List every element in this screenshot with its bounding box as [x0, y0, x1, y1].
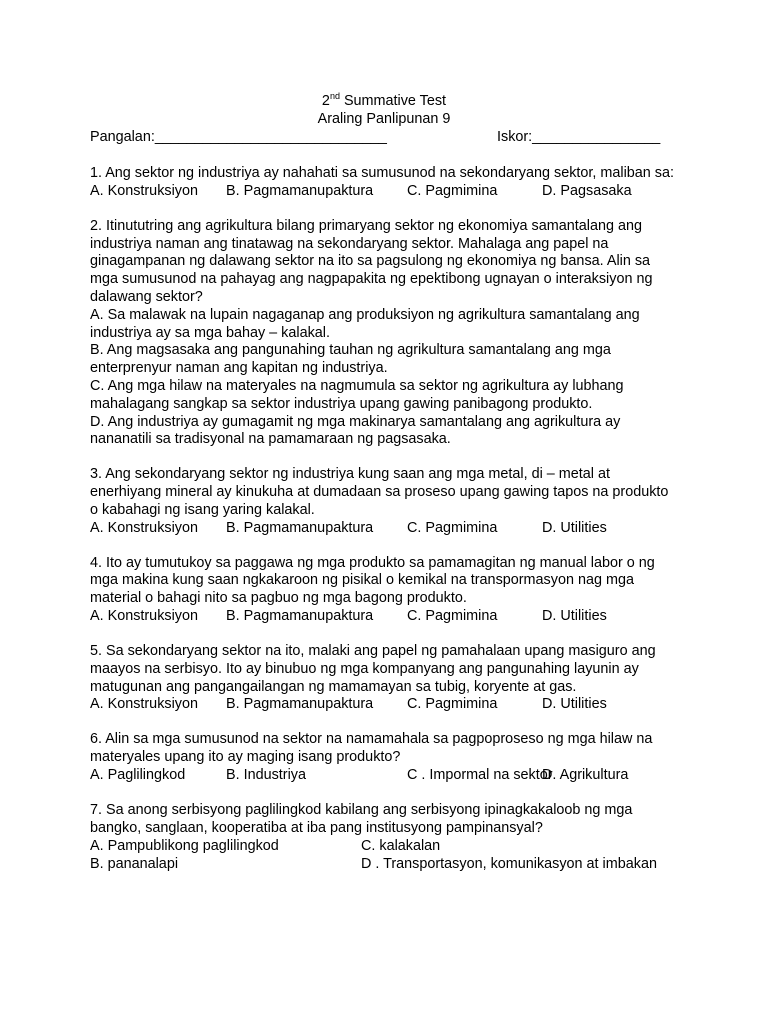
- choice-d: D. Pagsasaka: [542, 182, 632, 199]
- name-score-row: [0, 129, 768, 147]
- question-stem: 5. Sa sekondaryang sektor na ito, malaki ang papel ng pamahalaan upang masiguro ang maayos na serbisyo. Ito ay binubuo ng mga kompanyang ang pangunahing layunin ay matugunan ang pangangailangan ng mamamayan sa tubig, koryente at gas.: [90, 642, 656, 695]
- title-text: Summative Test: [339, 93, 447, 109]
- choice-d: D. Agrikultura: [542, 766, 629, 783]
- choices-row: [90, 767, 680, 785]
- test-title: [0, 93, 768, 111]
- score-field: Iskor:________________: [497, 129, 661, 145]
- choice-b: B. pananalapi: [90, 855, 179, 872]
- choice-b: B. Ang magsasaka ang pangunahing tauhan ng agrikultura samantalang ang mga enterprenyur naman ang kapitan ng industriya.: [90, 342, 611, 377]
- choice-a: A. Konstruksiyon: [90, 182, 198, 199]
- choice-d: D. Ang industriya ay gumagamit ng mga makinarya samantalang ang agrikultura ay nananatili sa tradisyonal na pamamaraan ng pagsasaka.: [90, 413, 621, 448]
- choice-b: B. Pagmamanupaktura: [226, 182, 374, 199]
- choice-b: B. Pagmamanupaktura: [226, 519, 374, 536]
- choice-a: A. Sa malawak na lupain nagaganap ang produksiyon ng agrikultura samantalang ang industriya ay sa mga bahay – kalakal.: [90, 306, 640, 341]
- name-field: Pangalan:_____________________________: [90, 129, 387, 145]
- choice-d: D. Utilities: [542, 519, 607, 536]
- choice-c: C. Pagmimina: [407, 696, 498, 713]
- question-2: [90, 218, 680, 449]
- title-superscript: nd: [329, 91, 340, 102]
- choice-a: A. Konstruksiyon: [90, 696, 198, 713]
- question-stem: 2. Itinututring ang agrikultura bilang primaryang sektor ng ekonomiya samantalang ang industriya naman ang tinatawag na sekondaryang sektor. Mahalaga ang papel na ginagampanan ng dalawang sektor na ito sa pagsulong ng ekonomiya ng bansa. Alin sa mga sumusunod na pahayag ang nagpapakita ng epektibong ugnayan o interaksiyon ng dalawang sektor?: [90, 217, 653, 305]
- question-stem: 1. Ang sektor ng industriya ay nahahati sa sumusunod na sekondaryang sektor, maliban sa:: [90, 165, 674, 181]
- test-header: [0, 93, 768, 147]
- choice-c: C . Impormal na sektor: [407, 766, 553, 783]
- choice-b: B. Industriya: [226, 766, 306, 783]
- question-stem: 6. Alin sa mga sumusunod na sektor na namamahala sa pagpoproseso ng mga hilaw na materyales upang ito ay maging isang produkto?: [90, 731, 653, 766]
- question-3: [90, 466, 680, 537]
- choice-a: A. Konstruksiyon: [90, 519, 198, 536]
- title-number: 2: [321, 93, 330, 109]
- choices-row: [90, 838, 680, 856]
- choice-c: C. Pagmimina: [407, 519, 498, 536]
- question-list: [90, 165, 680, 891]
- choice-c: C. kalakalan: [361, 837, 441, 854]
- choice-d: D . Transportasyon, komunikasyon at imbakan: [361, 855, 657, 872]
- choice-d: D. Utilities: [542, 696, 607, 713]
- choice-c: C. Pagmimina: [407, 182, 498, 199]
- question-6: [90, 731, 680, 785]
- choice-b: B. Pagmamanupaktura: [226, 696, 374, 713]
- question-1: [90, 165, 680, 201]
- choices-row: [90, 608, 680, 626]
- question-stem: 4. Ito ay tumutukoy sa paggawa ng mga produkto sa pamamagitan ng manual labor o ng mga makina kung saan ngkakaroon ng pisikal o kemikal na transpormasyon nag mga material o bahagi nito sa pagbuo ng mga bagong produkto.: [90, 554, 655, 607]
- choice-c: C. Pagmimina: [407, 607, 498, 624]
- subject-title: Araling Panlipunan 9: [317, 111, 451, 127]
- choices-row: [90, 183, 680, 201]
- choice-a: A. Pampublikong paglilingkod: [90, 837, 279, 854]
- choice-b: B. Pagmamanupaktura: [226, 607, 374, 624]
- question-7: [90, 802, 680, 874]
- choice-a: A. Paglilingkod: [90, 766, 186, 783]
- choices-row: [90, 696, 680, 714]
- choice-c: C. Ang mga hilaw na materyales na nagmumula sa sektor ng agrikultura ay lubhang mahalagang sangkap sa sektor industriya upang gawing panibagong produkto.: [90, 377, 624, 412]
- question-4: [90, 555, 680, 626]
- question-stem: 3. Ang sekondaryang sektor ng industriya kung saan ang mga metal, di – metal at enerhiyang mineral ay kinukuha at dumadaan sa proseso upang gawing tapos na produkto o kabahagi ng isang yaring kalakal.: [90, 466, 669, 518]
- choices-row: [90, 856, 680, 874]
- choices-row: [90, 520, 680, 538]
- choice-d: D. Utilities: [542, 607, 607, 624]
- question-stem: 7. Sa anong serbisyong paglilingkod kabilang ang serbisyong ipinagkakaloob ng mga bangko, sanglaan, kooperatiba at iba pang institusyong pampinansyal?: [90, 801, 633, 836]
- choice-a: A. Konstruksiyon: [90, 607, 198, 624]
- question-5: [90, 643, 680, 714]
